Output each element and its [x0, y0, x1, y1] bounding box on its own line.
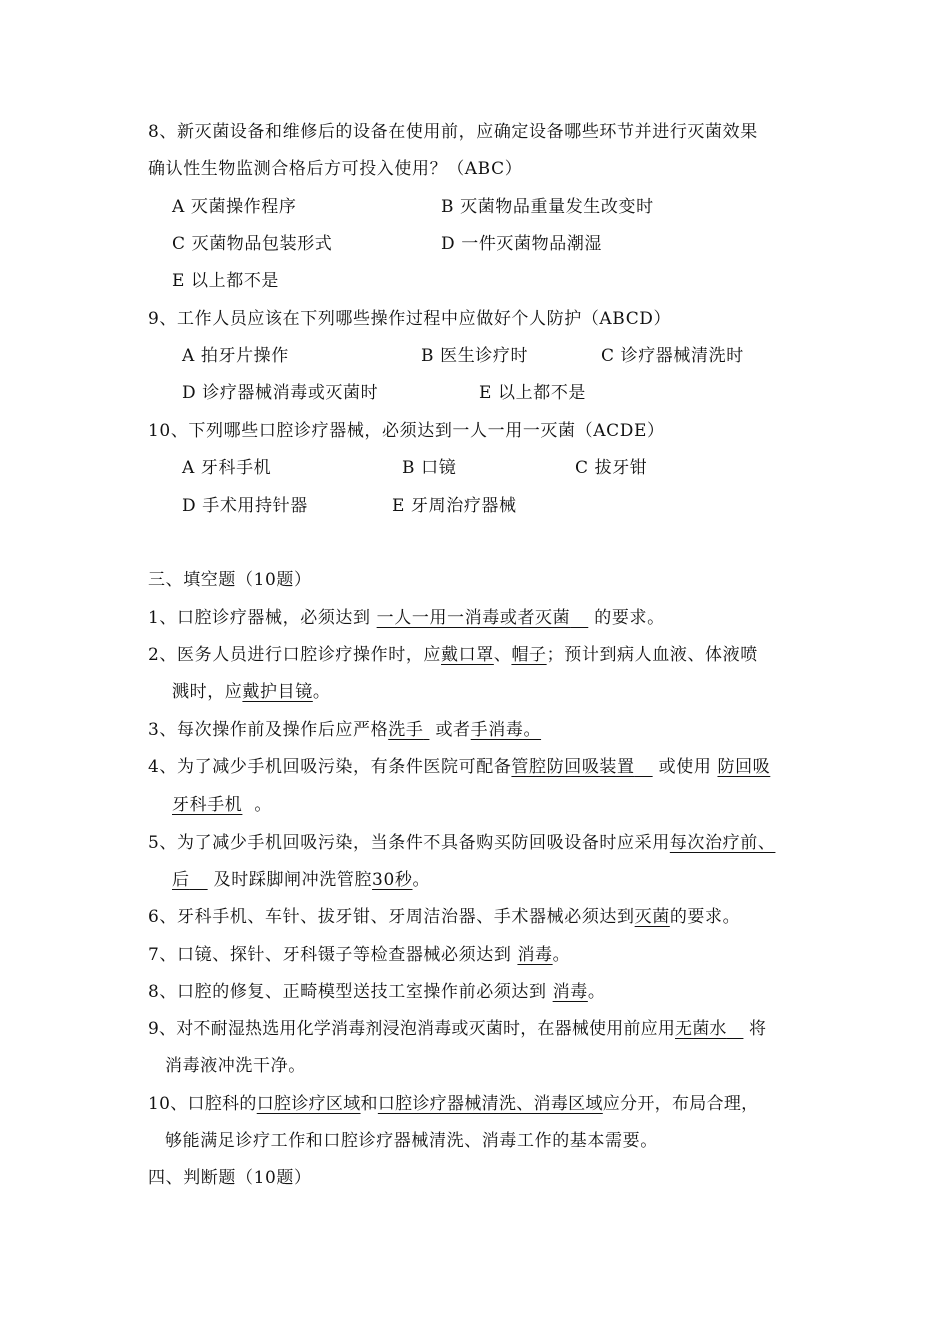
mc-q8-line2: 确认性生物监测合格后方可投入使用？（ABC）	[148, 159, 523, 179]
fill-q9-line2: 消毒液冲洗干净。	[165, 1056, 306, 1076]
mc-q9-option-a: A 拍牙片操作	[182, 346, 289, 366]
fill-q2-answer2: 帽子	[511, 645, 547, 665]
mc-q9-option-d: D 诊疗器械消毒或灭菌时	[182, 383, 379, 403]
fill-q1-answer: 一人一用一消毒或者灭菌	[376, 608, 571, 628]
fill-q2-line1: 2、医务人员进行口腔诊疗操作时，应戴口罩、帽子；预计到病人血液、体液喷	[148, 645, 758, 665]
fill-q8-answer: 消毒	[552, 982, 588, 1002]
fill-q5-answer1a: 每次治疗前、	[669, 833, 776, 853]
mc-q8-option-b: B 灭菌物品重量发生改变时	[441, 197, 654, 217]
fill-heading: 三、填空题（10题）	[148, 570, 312, 590]
fill-q8: 8、口腔的修复、正畸模型送技工室操作前必须达到 消毒。	[148, 982, 606, 1002]
mc-q9-option-b: B 医生诊疗时	[421, 346, 529, 366]
mc-q10-option-b: B 口镜	[402, 458, 457, 478]
fill-q6: 6、牙科手机、车针、拔牙钳、牙周洁治器、手术器械必须达到灭菌的要求。	[148, 907, 741, 927]
mc-q9-option-c: C 诊疗器械清洗时	[601, 346, 744, 366]
fill-q2-answer3: 戴护目镜	[242, 682, 313, 702]
fill-q4-answer2a: 防回吸	[717, 757, 771, 777]
fill-q5-line2: 后 及时踩脚闸冲洗管腔30秒。	[172, 870, 431, 890]
mc-q8-option-c: C 灭菌物品包装形式	[172, 234, 333, 254]
fill-q9-answer: 无菌水	[675, 1019, 727, 1039]
mc-q8-option-a: A 灭菌操作程序	[172, 197, 297, 217]
fill-q4-line1: 4、为了减少手机回吸污染，有条件医院可配备管腔防回吸装置 或使用 防回吸	[148, 757, 771, 777]
fill-q10-line1: 10、口腔科的口腔诊疗区域和口腔诊疗器械清洗、消毒区域应分开，布局合理，	[148, 1094, 759, 1114]
fill-q1: 1、口腔诊疗器械，必须达到 一人一用一消毒或者灭菌 的要求。	[148, 608, 665, 628]
fill-q2-answer1: 戴口罩	[441, 645, 494, 665]
fill-q4-answer1: 管腔防回吸装置	[511, 757, 635, 777]
fill-q3: 3、每次操作前及操作后应严格洗手 或者手消毒。	[148, 720, 542, 740]
mc-q8-option-d: D 一件灭菌物品潮湿	[441, 234, 603, 254]
mc-q10-option-e: E 牙周治疗器械	[392, 496, 517, 516]
fill-q2-line2: 溅时，应戴护目镜。	[172, 682, 331, 702]
fill-q5-answer1b: 后	[172, 870, 190, 890]
judge-heading: 四、判断题（10题）	[148, 1168, 312, 1188]
mc-q9-option-e: E 以上都不是	[479, 383, 587, 403]
fill-q5-answer2: 30秒	[372, 870, 413, 890]
mc-q8-option-e: E 以上都不是	[172, 271, 280, 291]
mc-q10-option-a: A 牙科手机	[182, 458, 272, 478]
fill-q10-answer1: 口腔诊疗区域	[256, 1094, 361, 1114]
fill-q7: 7、口镜、探针、牙科镊子等检查器械必须达到 消毒。	[148, 945, 571, 965]
fill-q9-line1: 9、对不耐湿热选用化学消毒剂浸泡消毒或灭菌时，在器械使用前应用无菌水 将	[148, 1019, 767, 1039]
fill-q4-line2: 牙科手机 。	[172, 795, 273, 815]
fill-q3-answer2: 手消毒。	[470, 720, 542, 740]
mc-q8-line1: 8、新灭菌设备和维修后的设备在使用前，应确定设备哪些环节并进行灭菌效果	[148, 122, 758, 142]
mc-q9-line1: 9、工作人员应该在下列哪些操作过程中应做好个人防护（ABCD）	[148, 309, 672, 329]
fill-q10-line2: 够能满足诊疗工作和口腔诊疗器械清洗、消毒工作的基本需要。	[165, 1131, 658, 1151]
fill-q10-answer2: 口腔诊疗器械清洗、消毒区域	[377, 1094, 603, 1114]
fill-q4-answer2b: 牙科手机	[172, 795, 243, 815]
fill-q3-answer1: 洗手	[388, 720, 424, 740]
fill-q7-answer: 消毒	[517, 945, 553, 965]
fill-q6-answer: 灭菌	[634, 907, 670, 927]
mc-q10-option-c: C 拔牙钳	[575, 458, 648, 478]
fill-q5-line1: 5、为了减少手机回吸污染，当条件不具备购买防回吸设备时应采用每次治疗前、	[148, 833, 776, 853]
mc-q10-option-d: D 手术用持针器	[182, 496, 308, 516]
mc-q10-line1: 10、下列哪些口腔诊疗器械，必须达到一人一用一灭菌（ACDE）	[148, 421, 665, 441]
